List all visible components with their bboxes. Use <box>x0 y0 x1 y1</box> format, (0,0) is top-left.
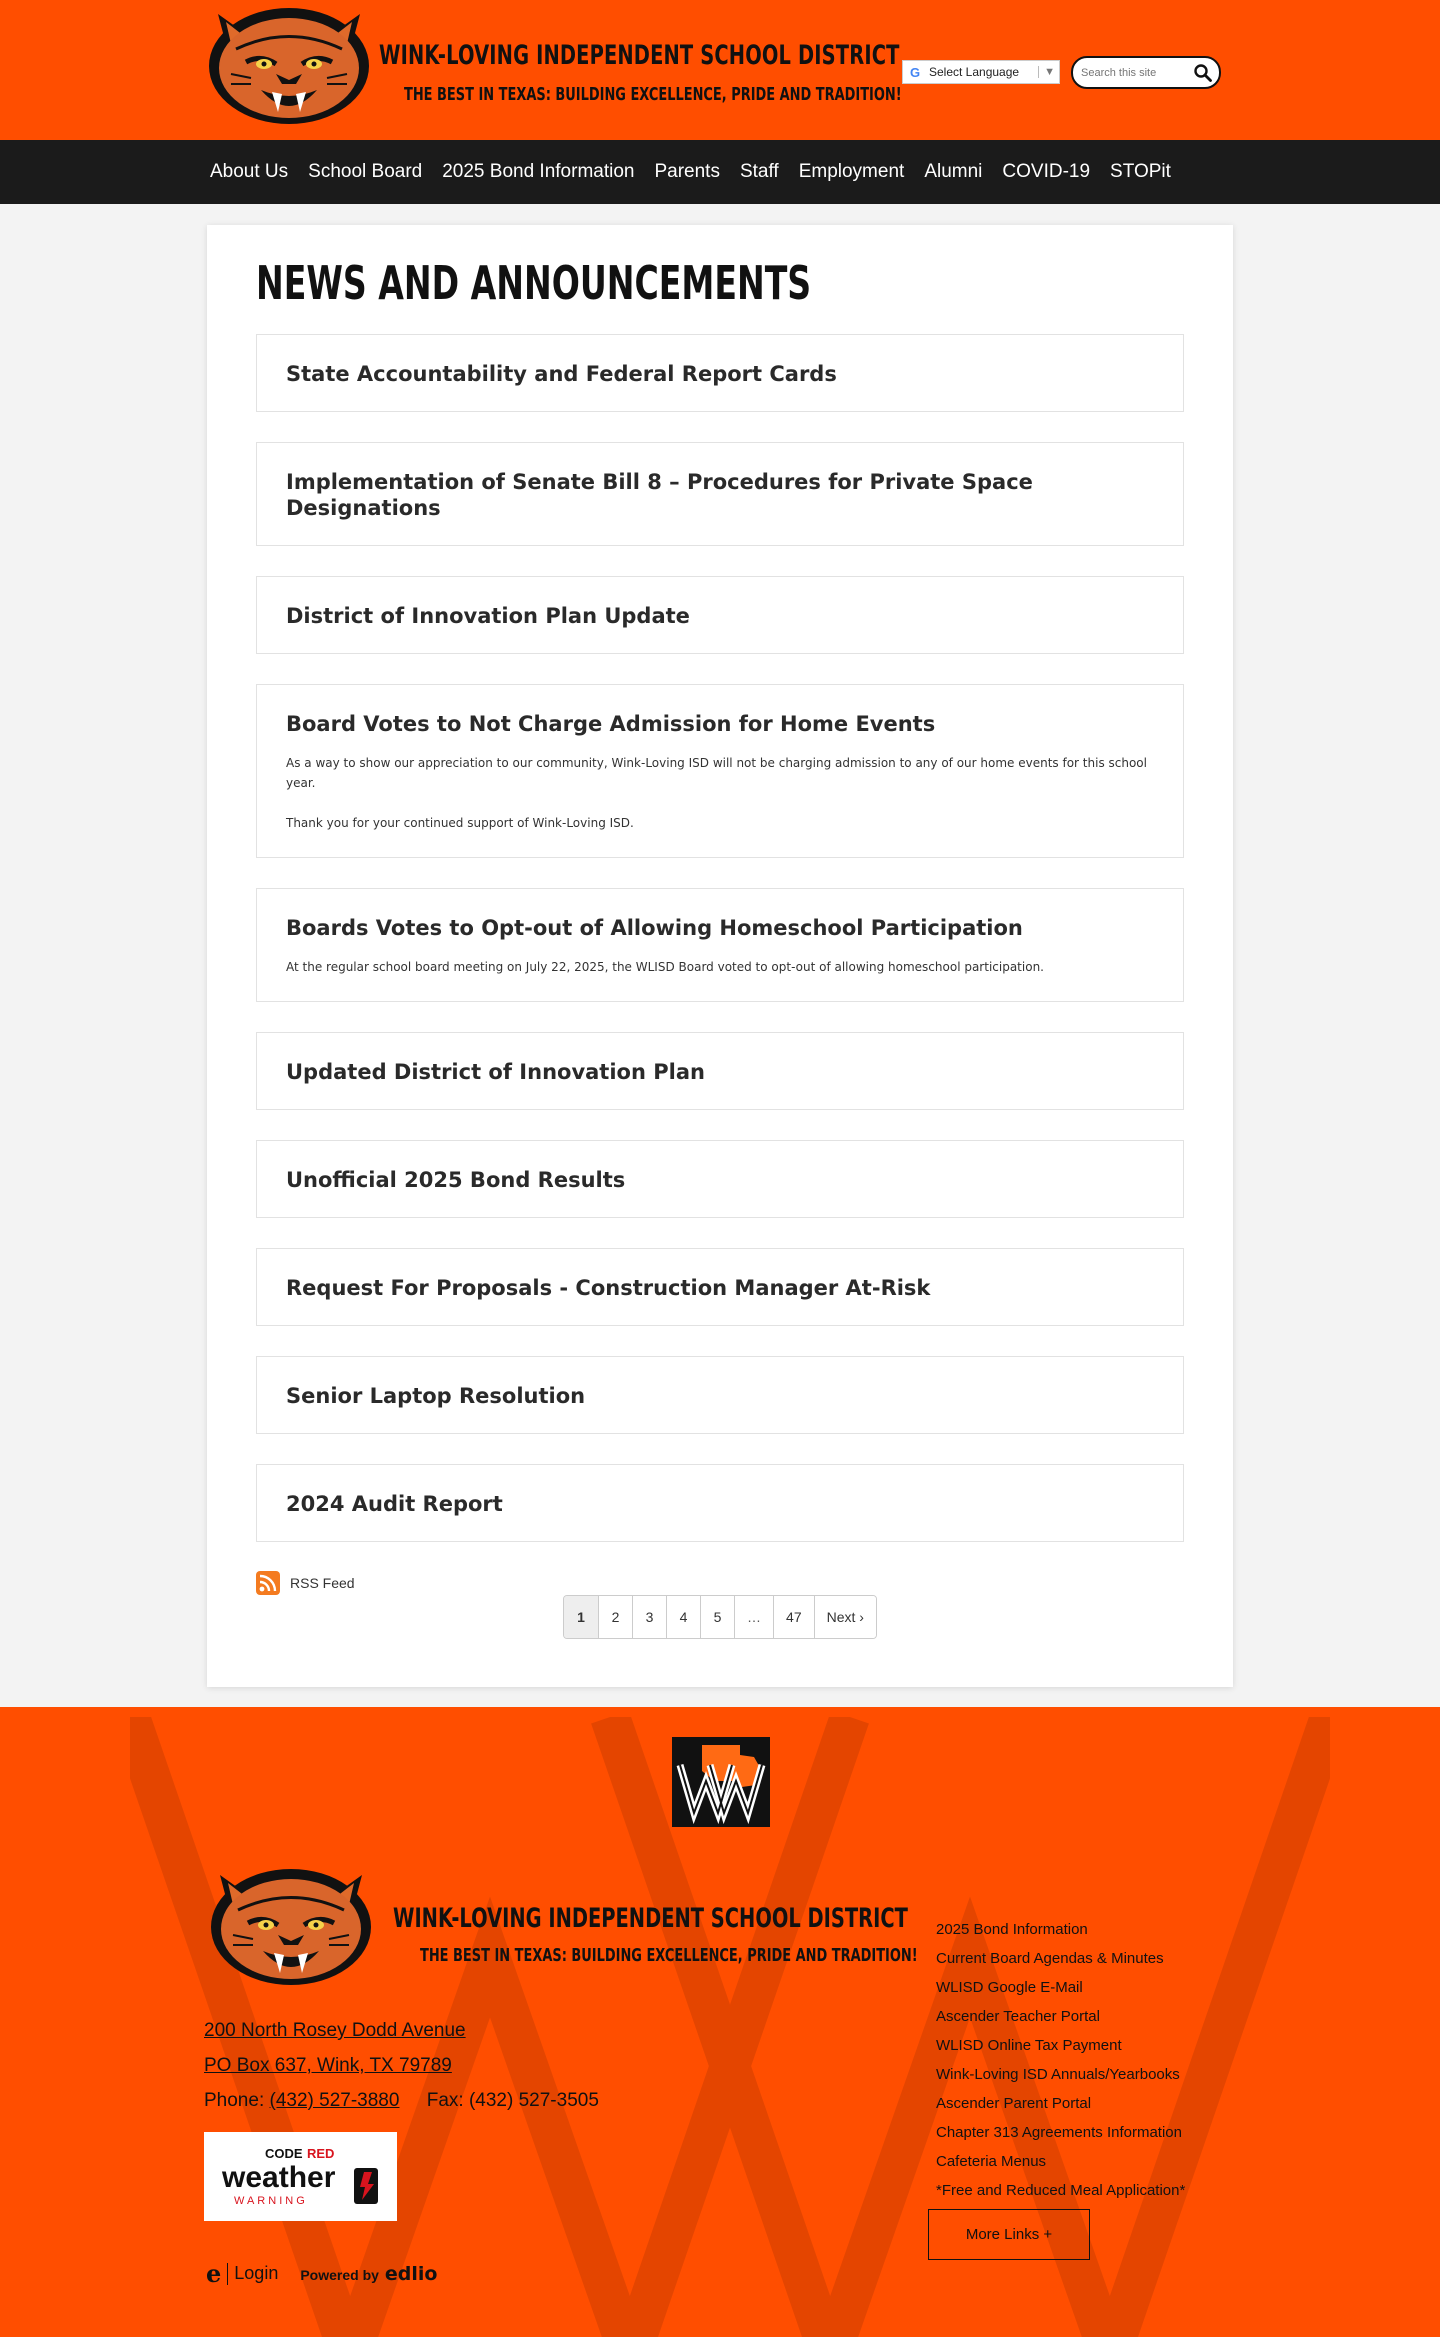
news-item-title[interactable]: Senior Laptop Resolution <box>286 1384 586 1408</box>
district-name[interactable]: WINK-LOVING INDEPENDENT SCHOOL DISTRICT <box>379 40 900 71</box>
language-select-label: Select Language <box>929 65 1020 79</box>
page-link[interactable]: 2 <box>598 1596 632 1638</box>
news-item-title[interactable]: Implementation of Senate Bill 8 – Procedures for Private Space Designations <box>286 470 1033 520</box>
nav-item-about-us[interactable]: About Us <box>210 161 289 182</box>
footer-district-name: WINK-LOVING INDEPENDENT SCHOOL DISTRICT <box>393 1903 908 1934</box>
quick-link[interactable]: Ascender Teacher Portal <box>936 2008 1100 2025</box>
district-tagline: THE BEST IN TEXAS: BUILDING EXCELLENCE, PRIDE AND TRADITION! <box>404 84 902 105</box>
news-item-summary: At the regular school board meeting on July 22, 2025, the WLISD Board voted to opt-out of allowing homeschool participation. <box>286 960 1044 974</box>
news-item <box>256 442 1184 546</box>
news-item-title[interactable]: Unofficial 2025 Bond Results <box>286 1168 626 1192</box>
nav-item-staff[interactable]: Staff <box>739 161 779 182</box>
news-item-summary: As a way to show our appreciation to our community, Wink-Loving ISD will not be charging admission to any of our home events for this school year. <box>286 756 1147 790</box>
news-item <box>256 684 1184 858</box>
codered-warning-label: WARNING <box>234 2195 308 2207</box>
quick-link[interactable]: Ascender Parent Portal <box>936 2095 1092 2112</box>
news-item <box>256 576 1184 654</box>
phone-link[interactable]: (432) 527-3880 <box>269 2090 400 2111</box>
rss-feed-label: RSS Feed <box>290 1575 355 1591</box>
fax-number: Fax: (432) 527-3505 <box>426 2090 599 2111</box>
language-select[interactable] <box>902 60 1060 84</box>
phone-label: Phone: <box>204 2090 265 2111</box>
quick-link[interactable]: *Free and Reduced Meal Application* <box>936 2182 1186 2199</box>
news-item <box>256 334 1184 412</box>
address-link[interactable]: PO Box 637, Wink, TX 79789 <box>204 2055 452 2076</box>
pagination <box>256 1595 1184 1639</box>
news-item <box>256 1464 1184 1542</box>
news-item-title[interactable]: District of Innovation Plan Update <box>286 604 690 628</box>
news-item-summary: Thank you for your continued support of Wink-Loving ISD. <box>286 816 634 830</box>
nav-item-covid-19[interactable]: COVID-19 <box>1002 161 1091 182</box>
nav-item-parents[interactable]: Parents <box>654 161 720 182</box>
page-link[interactable]: 3 <box>632 1596 666 1638</box>
edlio-icon: e <box>206 2259 222 2288</box>
main-navigation <box>0 140 1440 204</box>
news-item-title[interactable]: Updated District of Innovation Plan <box>286 1060 705 1084</box>
more-links-button[interactable]: More Links + <box>928 2209 1090 2260</box>
news-item <box>256 1140 1184 1218</box>
codered-weather-warning-badge[interactable] <box>204 2132 397 2221</box>
search-icon[interactable] <box>1193 63 1213 83</box>
address-link[interactable]: 200 North Rosey Dodd Avenue <box>204 2020 466 2041</box>
codered-label: CODE <box>265 2146 303 2161</box>
page-ellipsis: … <box>734 1596 773 1638</box>
page-title: NEWS AND ANNOUNCEMENTS <box>256 256 812 310</box>
nav-item-stopit[interactable]: STOPit <box>1110 161 1171 182</box>
search-input[interactable] <box>1081 67 1191 79</box>
page-link-last[interactable]: 47 <box>773 1596 814 1638</box>
footer-tagline: THE BEST IN TEXAS: BUILDING EXCELLENCE, PRIDE AND TRADITION! <box>420 1945 918 1966</box>
nav-item-school-board[interactable]: School Board <box>308 161 423 182</box>
news-item-title[interactable]: Boards Votes to Opt-out of Allowing Homeschool Participation <box>286 916 1023 940</box>
news-item-title[interactable]: 2024 Audit Report <box>286 1492 503 1516</box>
next-page-button[interactable]: Next › <box>814 1596 876 1638</box>
news-item <box>256 888 1184 1002</box>
codered-weather-label: weather <box>222 2161 336 2194</box>
powered-by-label: Powered by <box>300 2266 379 2283</box>
news-content <box>207 225 1233 1687</box>
divider <box>227 2263 228 2285</box>
footer-login-bar <box>206 2259 438 2288</box>
news-item <box>256 1356 1184 1434</box>
news-item <box>256 1032 1184 1110</box>
quick-link[interactable]: WLISD Google E-Mail <box>936 1979 1083 1996</box>
dropdown-arrow-icon: ▼ <box>1038 66 1055 78</box>
quick-link[interactable]: WLISD Online Tax Payment <box>936 2037 1122 2054</box>
rss-feed-link[interactable] <box>256 1571 1184 1595</box>
nav-item-bond-information[interactable]: 2025 Bond Information <box>442 161 635 182</box>
page-link[interactable]: 5 <box>700 1596 734 1638</box>
quick-link[interactable]: Wink-Loving ISD Annuals/Yearbooks <box>936 2066 1180 2083</box>
quick-link[interactable]: Current Board Agendas & Minutes <box>936 1950 1164 1967</box>
login-link[interactable]: Login <box>234 2263 279 2283</box>
site-footer <box>0 1707 1440 2337</box>
wildcat-logo <box>208 1865 374 1987</box>
quick-link[interactable]: Cafeteria Menus <box>936 2153 1047 2170</box>
news-item-title[interactable]: State Accountability and Federal Report Cards <box>286 362 837 386</box>
page-link[interactable]: 4 <box>666 1596 700 1638</box>
nav-item-employment[interactable]: Employment <box>798 161 905 182</box>
news-item-title[interactable]: Board Votes to Not Charge Admission for Home Events <box>286 712 936 736</box>
ww-logo[interactable] <box>672 1737 770 1827</box>
wildcat-logo[interactable] <box>206 4 372 126</box>
news-item-title[interactable]: Request For Proposals - Construction Manager At-Risk <box>286 1276 931 1300</box>
powered-by-edlio[interactable] <box>300 2263 437 2285</box>
site-header <box>0 0 1440 140</box>
nav-item-alumni[interactable]: Alumni <box>924 161 983 182</box>
codered-label-red: RED <box>307 2146 335 2161</box>
site-search <box>1071 56 1221 89</box>
quick-link[interactable]: 2025 Bond Information <box>936 1921 1088 1938</box>
quick-links <box>936 1915 1185 2205</box>
google-icon: G <box>909 64 921 80</box>
contact-info <box>204 2013 599 2118</box>
page-link-current[interactable]: 1 <box>564 1596 598 1638</box>
quick-link[interactable]: Chapter 313 Agreements Information <box>936 2124 1182 2141</box>
edlio-brand: edlio <box>384 2262 438 2285</box>
rss-icon <box>256 1571 280 1595</box>
news-item <box>256 1248 1184 1326</box>
